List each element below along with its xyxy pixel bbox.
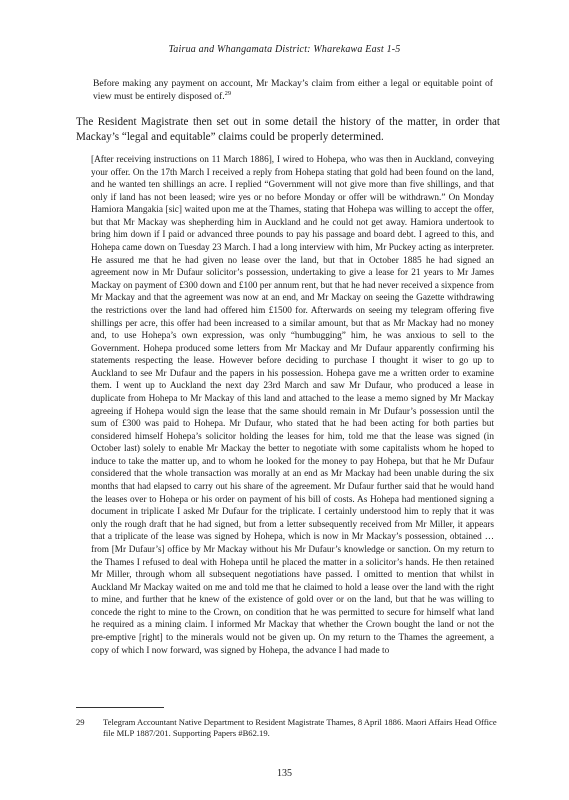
block-quote-short [93,77,493,103]
footnote-ref-29: 29 [224,89,232,97]
quote-long-text: [After receiving instructions on 11 March 1886], I wired to Hohepa, who was then in Auckland, conveying your offer. On the 17th March I received a reply from Hohepa stating that gold had been found on the land, and he wanted ten shillings an acre. I replied “Government will not give more than five shillings, and that only if land has not been leased; wire yes or no before Monday or offer will be withdrawn.” On Monday Hamiora Mangakia [sic] waited upon me at the Thames, stating that Hohepa was willing to accept the offer, but that Mr Mackay was shepherding him in Auckland and he could not get away. Hamiora undertook to bring him down if I paid or advanced three pounds to pay his passage and board debt. I agreed to this, and Hohepa came down on Tuesday 23 March. I had a long interview with him, Mr Puckey acting as interpreter. He assured me that he had given no lease over the land, but that in October 1885 he had signed an agreement now in Mr Dufaur solicitor’s possession, undertaking to give a lease for 21 years to Mr James Mackay on payment of £300 down and £100 per annum rent, but that he had never received a sixpence from Mr Mackay and that the agreement was now at an end, and Mr Mackay on seeing the Gazette withdrawing the restrictions over the land had offered him £1500 for. Afterwards on seeing my telegram offering five shillings per acre, this offer had been increased to a similar amount, but that as Mr Mackay had no money and, to use Hohepa’s own expression, was only “humbugging” him, he was anxious to sell to the Government. Hohepa produced some letters from Mr Mackay and Mr Dufaur apparently confirming his statements respecting the lease. However before deciding to purchase I thought it wiser to go up to Auckland to see Mr Dufaur and the papers in his possession. Hohepa gave me a written order to examine them. I went up to Auckland the next day 23rd March and saw Mr Dufaur, who produced a lease in duplicate from Hohepa to Mr Mackay of this land and attached to the lease a memo signed by Mr Mackay agreeing if Hohepa would sign the lease that the same should remain in Mr Dufaur’s possession until the sum of £300 was paid to Hohepa. Mr Dufaur, who stated that he had been acting for both parties but considered himself Hohepa’s solicitor holding the leases for him, told me that the lease was signed (in October last) solely to enable Mr Mackay the better to negotiate with some capitalists whom he hoped to induce to take the matter up, and to whom he looked for the money to pay Hohepa, but that he Mr Dufaur considered that the whole transaction was morally at an end as Mr Mackay had been unable during the six months that had elapsed to carry out his share of the agreement. Mr Dufaur further said that he would hand the leases over to Hohepa or his order on payment of his bill of costs. As Hohepa had mentioned signing a document in triplicate I asked Mr Dufaur for the triplicate. I certainly understood him to reply that it was only the rough draft that he had signed, but from a letter subsequently received from Mr Miller, it appears that a triplicate of the lease was signed by Hohepa, which is now in Mr Mackay’s possession, obtained … from [Mr Dufaur’s] office by Mr Mackay without his Mr Dufaur’s knowledge or sanction. On my return to the Thames I refused to deal with Hohepa until he placed the matter in a solicitor’s hands. He then retained Mr Miller, through whom all subsequent negotiations have passed. I omitted to mention that whilst in Auckland Mr Mackay waited on me and told me that he claimed to hold a lease over the land with the right to mine, and further that he knew of the existence of gold over or on the land, but that he was willing to concede the right to mine to the Crown, on condition that he was permitted to secure for himself what land he required as a mining claim. I informed Mr Mackay that whether the Crown bought the land or not the pre-emptive [right] to the minerals would not be given up. On my return to the Thames the agreement, a copy of which I now forward, was signed by Hohepa, the advance I had made to [91,155,494,656]
body-paragraph: The Resident Magistrate then set out in some detail the history of the matter, in order that Mackay’s “legal and equitable” claims could be properly determined. [76,116,500,143]
block-quote-long [91,154,494,657]
quote-short-text: Before making any payment on account, Mr Mackay’s claim from either a legal or equitable point of view must be entirely disposed of. [93,78,493,102]
footnote-divider [76,707,164,708]
page-number: 135 [277,768,292,779]
footnote-number: 29 [76,717,85,727]
footnote-29 [76,717,500,739]
running-head: Tairua and Whangamata District: Wharekawa East 1-5 [168,44,401,55]
footnote-text: Telegram Accountant Native Department to Resident Magistrate Thames, 8 April 1886. Maori Affairs Head Office file MLP 1887/201. Supporting Papers #B62.19. [103,717,497,738]
